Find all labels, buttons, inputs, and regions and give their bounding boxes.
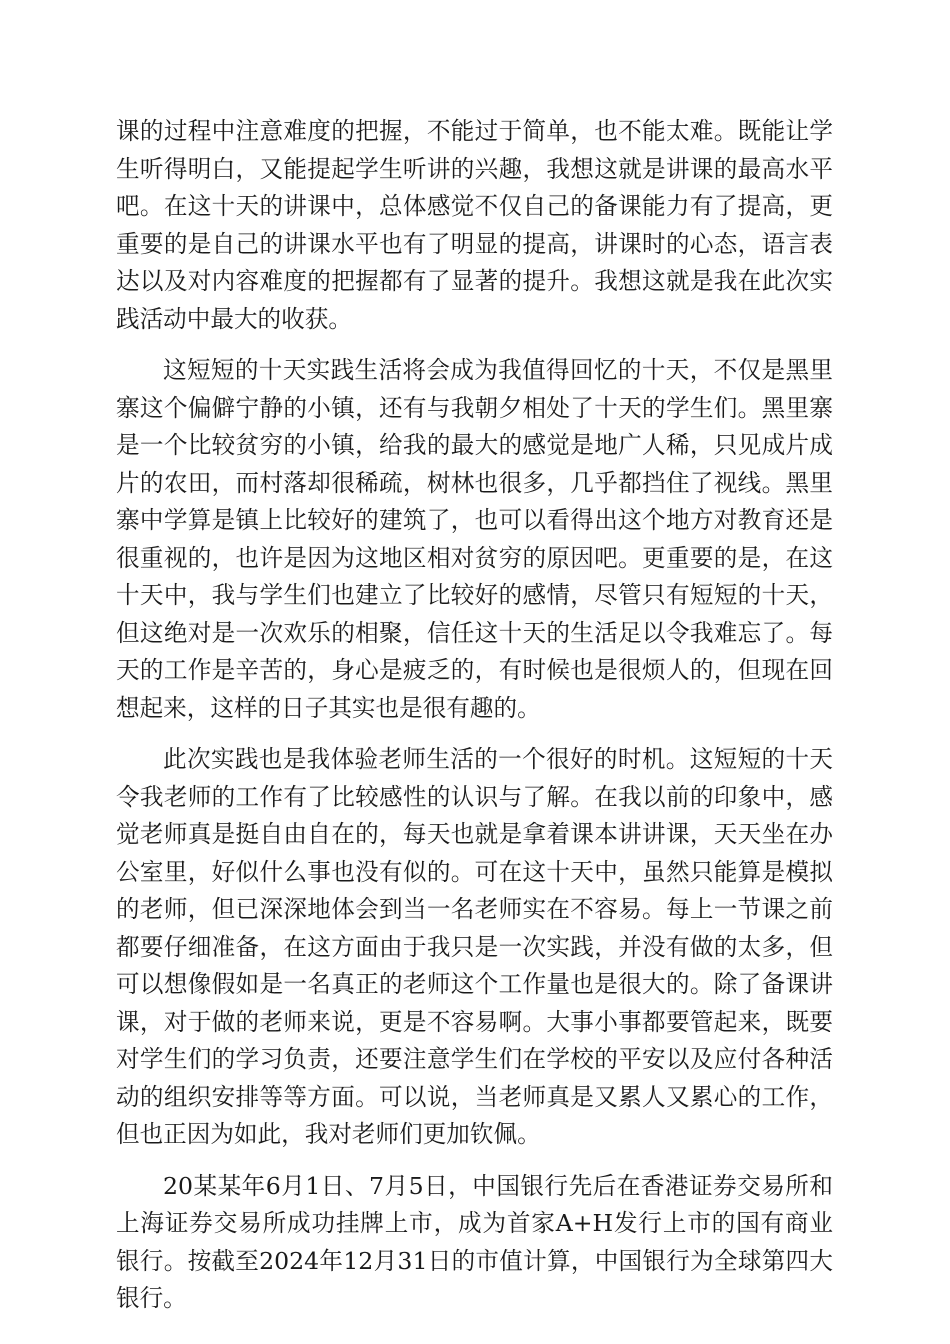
paragraph-ten-days-memory: 这短短的十天实践生活将会成为我值得回忆的十天，不仅是黑里寨这个偏僻宁静的小镇，还有与我朝夕相处了十天的学生们。黑里寨是一个比较贫穷的小镇，给我的最大的感觉是地广人稀，只见成片成片的农田，而村落却很稀疏，树林也很多，几乎都挡住了视线。黑里寨中学算是镇上比较好的建筑了，也可以看得出这个地方对教育还是很重视的，也许是因为这地区相对贫穷的原因吧。更重要的是，在这十天中，我与学生们也建立了比较好的感情，尽管只有短短的十天，但这绝对是一次欢乐的相聚，信任这十天的生活足以令我难忘了。每天的工作是辛苦的，身心是疲乏的，有时候也是很烦人的，但现在回想起来，这样的日子其实也是很有趣的。 (116, 356, 833, 722)
document-page (116, 113, 833, 1332)
paragraph-bank-listing: 20某某年6月1日、7月5日，中国银行先后在香港证券交易所和上海证券交易所成功挂牌上市，成为首家A+H发行上市的国有商业银行。按截至2024年12月31日的市值计算，中国银行为全球第四大银行。 (116, 1171, 833, 1312)
paragraph-teacher-experience: 此次实践也是我体验老师生活的一个很好的时机。这短短的十天令我老师的工作有了比较感性的认识与了解。在我以前的印象中，感觉老师真是挺自由自在的，每天也就是拿着课本讲讲课，天天坐在办公室里，好似什么事也没有似的。可在这十天中，虽然只能算是模拟的老师，但已深深地体会到当一名老师实在不容易。每上一节课之前都要仔细准备，在这方面由于我只是一次实践，并没有做的太多，但可以想像假如是一名真正的老师这个工作量也是很大的。除了备课讲课，对于做的老师来说，更是不容易啊。大事小事都要管起来，既要对学生们的学习负责，还要注意学生们在学校的平安以及应付各种活动的组织安排等等方面。可以说，当老师真是又累人又累心的工作，但也正因为如此，我对老师们更加钦佩。 (116, 745, 833, 1148)
paragraph-teaching-difficulty: 课的过程中注意难度的把握，不能过于简单，也不能太难。既能让学生听得明白，又能提起学生听讲的兴趣，我想这就是讲课的最高水平吧。在这十天的讲课中，总体感觉不仅自己的备课能力有了提高，更重要的是自己的讲课水平也有了明显的提高，讲课时的心态，语言表达以及对内容难度的把握都有了显著的提升。我想这就是我在此次实践活动中最大的收获。 (116, 117, 833, 333)
